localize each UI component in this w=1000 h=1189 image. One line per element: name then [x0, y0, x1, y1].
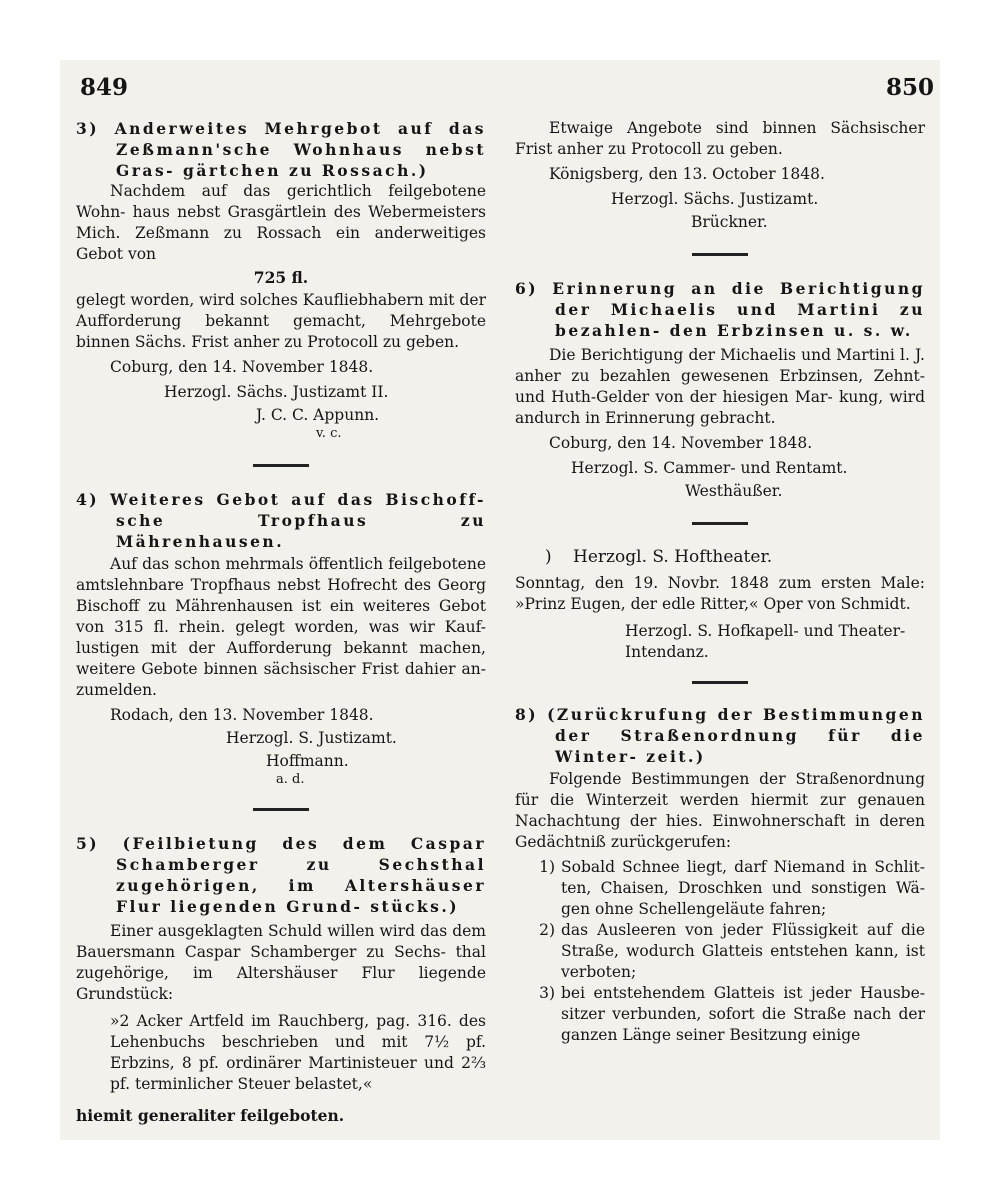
section-5-text: Einer ausgeklagten Schuld willen wird das dem Bauersmann Caspar Schamberger zu Sechs- thal zugehörige, im Altershäuser Flur liegende Grundstück: [76, 922, 486, 1003]
list-item-number: 3) [539, 984, 555, 1002]
list-item-number: 2) [539, 921, 555, 939]
section-6 [515, 278, 925, 502]
section-5-cont-place-date: Königsberg, den 13. October 1848. [549, 165, 825, 183]
section-divider [253, 808, 309, 811]
section-8 [515, 704, 925, 1046]
section-5 [76, 833, 486, 1126]
section-7 [515, 545, 925, 663]
section-8-text: Folgende Bestimmungen der Straßenordnung für die Winterzeit werden hiermit zur genauen Nachachtung der hies. Einwohnerschaft in deren Gedächtniß zurückgerufen: [515, 770, 925, 851]
section-5-heading: 5) (Feilbietung des dem Caspar Schamberger zu Sechsthal zugehörigen, im Altershäuser Flur liegenden Grund- stücks.) [76, 834, 486, 916]
list-item-text: bei entstehendem Glatteis ist jeder Hausbe- sitzer verbunden, sofort die Straße nach der ganzen Länge seiner Besitzung einige [561, 984, 925, 1044]
section-4-signature: Hoffmann. [266, 752, 349, 770]
section-3-note: v. c. [316, 426, 342, 441]
section-5-cont-signature: Brückner. [691, 213, 768, 231]
section-4-authority: Herzogl. S. Justizamt. [226, 729, 397, 747]
section-3-intro: Nachdem auf das gerichtlich feilgebotene Wohn- haus nebst Grasgärtlein des Webermeisters Mich. Zeßmann zu Rossach ein anderweitiges Gebot von [76, 182, 486, 263]
section-6-heading: 6) Erinnerung an die Berichtigung der Michaelis und Martini zu bezahlen- den Erbzinsen u. s. w. [515, 279, 925, 340]
list-item-text: Sobald Schnee liegt, darf Niemand in Schlit- ten, Chaisen, Droschken und sonstigen Wä- gen ohne Schellengeläute fahren; [561, 858, 925, 918]
section-5-continuation [515, 118, 925, 233]
section-divider [692, 522, 748, 525]
section-6-place-date: Coburg, den 14. November 1848. [549, 434, 813, 452]
list-item-number: 1) [539, 858, 555, 876]
section-3-text: gelegt worden, wird solches Kaufliebhabern mit der Aufforderung bekannt gemacht, Mehrgebote binnen Sächs. Frist anher zu Protocoll zu geben. [76, 291, 486, 351]
left-column [76, 118, 486, 1126]
section-3-place-date: Coburg, den 14. November 1848. [110, 358, 374, 376]
section-divider [253, 464, 309, 467]
section-5-cont-text: Etwaige Angebote sind binnen Sächsischer Frist anher zu Protocoll zu geben. [515, 119, 925, 158]
list-item-text: das Ausleeren von jeder Flüssigkeit auf die Straße, wodurch Glatteis entstehen kann, ist verboten; [561, 921, 925, 981]
section-3-heading: 3) Anderweites Mehrgebot auf das Zeßmann'sche Wohnhaus nebst Gras- gärtchen zu Rossach.) [76, 119, 486, 180]
left-page-number: 849 [80, 74, 129, 101]
section-6-signature: Westhäußer. [685, 482, 783, 500]
section-4-place-date: Rodach, den 13. November 1848. [110, 706, 374, 724]
section-7-title-line [515, 545, 925, 569]
section-6-text: Die Berichtigung der Michaelis und Martini l. J. anher zu bezahlen gewesenen Erbzinsen, Zehnt- und Huth-Gelder von der hiesigen Mar- kung, wird andurch in Erinnerung gebracht. [515, 346, 925, 427]
section-7-text: Sonntag, den 19. Novbr. 1848 zum ersten Male: »Prinz Eugen, der edle Ritter,« Oper von Schmidt. [515, 574, 925, 613]
section-7-title: Herzogl. S. Hoftheater. [573, 547, 773, 567]
section-3-signature: J. C. C. Appunn. [256, 406, 380, 424]
section-8-heading: 8) (Zurückrufung der Bestimmungen der Straßenordnung für die Winter- zeit.) [515, 705, 925, 766]
section-5-cont-authority: Herzogl. Sächs. Justizamt. [611, 190, 819, 208]
list-item [515, 857, 925, 920]
section-7-marker: ) [545, 547, 552, 567]
list-item [515, 920, 925, 983]
section-3-authority: Herzogl. Sächs. Justizamt II. [164, 383, 389, 401]
section-8-list [515, 857, 925, 1046]
section-7-authority: Herzogl. S. Hofkapell- und Theater- Intendanz. [625, 622, 906, 661]
section-3 [76, 118, 486, 442]
section-divider [692, 681, 748, 684]
section-4-note: a. d. [276, 772, 305, 787]
right-column [515, 118, 925, 1046]
section-4-heading: 4) Weiteres Gebot auf das Bischoff- sche Tropfhaus zu Mährenhausen. [76, 490, 486, 551]
section-5-quote: »2 Acker Artfeld im Rauchberg, pag. 316. des Lehenbuchs beschrieben und mit 7½ pf. Erbzins, 8 pf. ordinärer Martinisteuer und 2⅔ pf. terminlicher Steuer belastet,« [110, 1012, 486, 1093]
section-3-amount: 725 fl. [253, 268, 309, 287]
list-item [515, 983, 925, 1046]
section-6-authority: Herzogl. S. Cammer- und Rentamt. [571, 459, 848, 477]
right-page-number: 850 [886, 74, 935, 101]
section-divider [692, 253, 748, 256]
section-4-text: Auf das schon mehrmals öffentlich feilgebotene amtslehnbare Tropfhaus nebst Hofrecht des Georg Bischoff zu Mährenhausen ist ein weiteres Gebot von 315 fl. rhein. gelegt worden, was wir Kauf- lustigen mit der Aufforderung bekannt machen, weitere Gebote binnen sächsischer Frist dahier an- zumelden. [76, 555, 486, 699]
section-4 [76, 489, 486, 788]
section-5-closing: hiemit generaliter feilgeboten. [76, 1106, 345, 1125]
